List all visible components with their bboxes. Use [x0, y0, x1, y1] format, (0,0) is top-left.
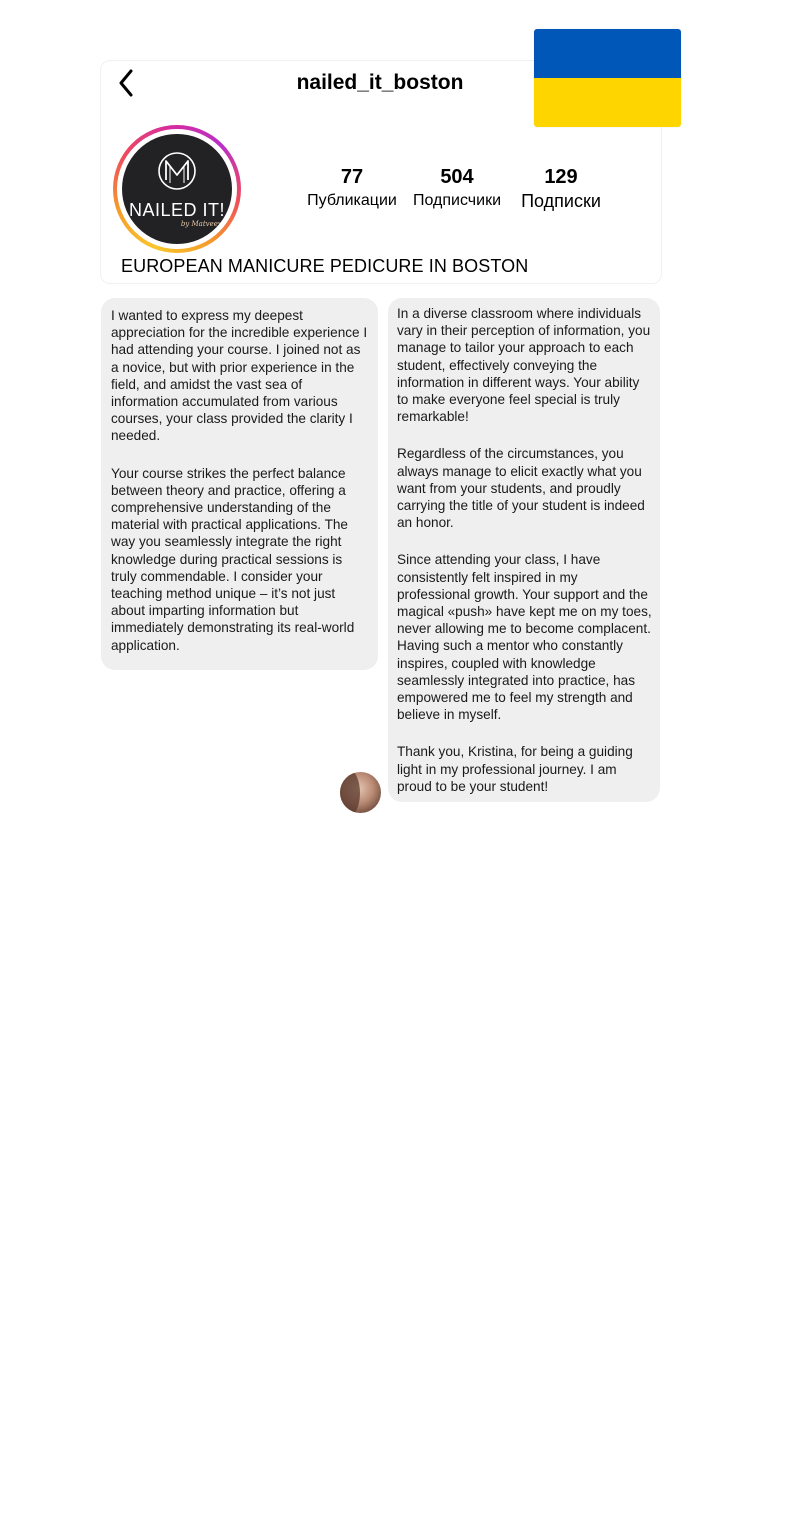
sender-avatar[interactable]: [340, 772, 381, 813]
stat-posts[interactable]: [302, 164, 402, 211]
logo-text: NAILED IT!: [128, 200, 226, 220]
m-monogram-icon: [157, 150, 197, 192]
ukraine-flag: [534, 29, 681, 127]
profile-username: nailed_it_boston: [296, 71, 464, 94]
brand-logo: [122, 134, 232, 244]
message-paragraph: Thank you, Kristina, for being a guiding light in my professional journey. I am proud to be your student!: [397, 744, 633, 794]
stat-posts-label: Публикации: [307, 192, 397, 209]
logo-byline: by Matveeva: [180, 220, 226, 228]
message-paragraph: I wanted to express my deepest appreciation for the incredible experience I had attending your course. I joined not as a novice, but with prior experience in the field, and amidst the vast sea of information accumulated from various courses, your class provided the clarity I needed.: [111, 308, 368, 444]
message-paragraph: Your course strikes the perfect balance between theory and practice, offering a comprehensive understanding of the material with practical applications. The way you seamlessly integrate the right knowledge during practical sessions is truly commendable. I consider your teaching method unique – it’s not just about imparting information but immediately demonstrating its real-world application.: [111, 465, 355, 653]
message-paragraph: In a diverse classroom where individuals vary in their perception of information, you manage to tailor your approach to each student, effectively conveying the information in different ways. Your ability to make everyone feel special is truly remarkable!: [397, 306, 651, 425]
stat-following[interactable]: [512, 164, 610, 211]
back-button[interactable]: [113, 68, 139, 98]
profile-avatar[interactable]: [113, 125, 241, 253]
message-paragraph: Since attending your class, I have consistently felt inspired in my professional growth. Your support and the magical «push» have kept me on my toes, never allowing me to become complacent. Having such a mentor who constantly inspires, coupled with knowledge seamlessly integrated into practice, has empowered me to feel my strength and believe in myself.: [397, 552, 652, 723]
flag-blue-stripe: [534, 29, 681, 78]
message-paragraph: Regardless of the circumstances, you always manage to elicit exactly what you want from your students, and proudly carrying the title of your student is indeed an honor.: [397, 446, 645, 531]
message-bubble-left: [101, 298, 378, 670]
stat-followers-count: 504: [440, 166, 474, 188]
stat-followers[interactable]: [406, 164, 508, 211]
message-bubble-right: [388, 298, 660, 802]
stat-following-count: 129: [544, 166, 578, 188]
profile-bio: EUROPEAN MANICURE PEDICURE IN BOSTON: [121, 256, 529, 276]
stat-followers-label: Подписчики: [412, 192, 501, 209]
chevron-left-icon: [118, 69, 134, 97]
stat-following-label: Подписки: [521, 191, 601, 211]
stat-posts-count: 77: [340, 166, 364, 188]
flag-yellow-stripe: [534, 78, 681, 127]
